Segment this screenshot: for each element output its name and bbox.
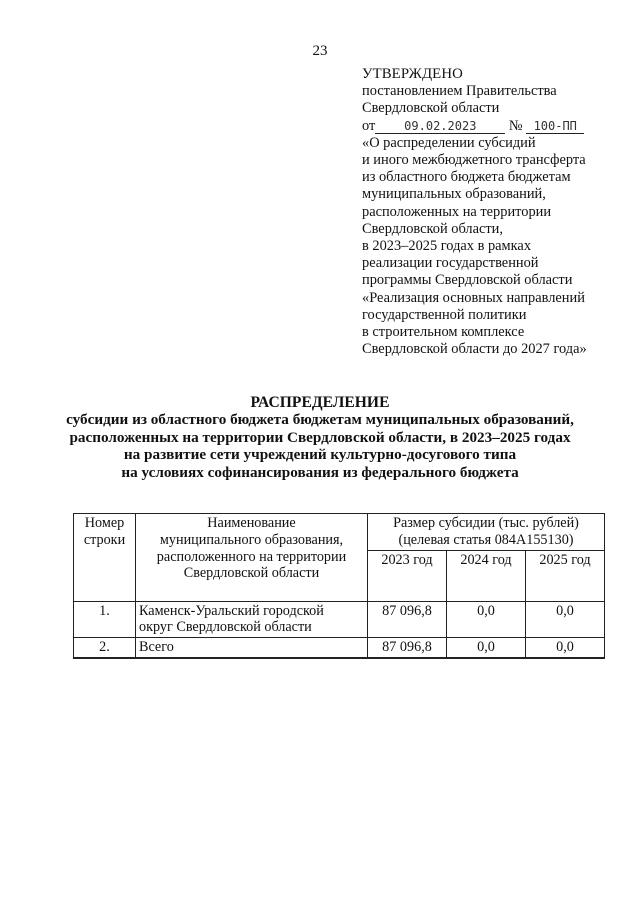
row-name: Всего xyxy=(136,638,368,658)
distribution-table xyxy=(73,513,605,659)
approval-title-line: в 2023–2025 годах в рамках xyxy=(362,238,532,255)
document-title-line: на условиях софинансирования из федерального бюджета xyxy=(121,463,519,481)
row-number: 1. xyxy=(74,601,136,638)
header-amount: Размер субсидии (тыс. рублей) (целевая статья 084А155130) xyxy=(368,514,605,551)
row-value: 0,0 xyxy=(526,638,605,658)
document-title xyxy=(0,394,640,481)
row-number: 2. xyxy=(74,638,136,658)
header-name: Наименование муниципального образования, расположенного на территории Свердловской области xyxy=(136,514,368,602)
document-heading: РАСПРЕДЕЛЕНИЕ xyxy=(250,394,390,411)
row-value: 87 096,8 xyxy=(368,601,447,638)
row-value: 0,0 xyxy=(447,601,526,638)
approval-title-line: реализации государственной xyxy=(362,255,539,272)
approval-line: постановлением Правительства xyxy=(362,83,557,100)
approval-title-line: из областного бюджета бюджетам xyxy=(362,169,571,186)
row-value: 0,0 xyxy=(526,601,605,638)
page-number: 23 xyxy=(312,43,328,59)
approval-heading: УТВЕРЖДЕНО xyxy=(362,66,463,82)
approval-line: Свердловской области xyxy=(362,100,500,117)
date-field: 09.02.2023 xyxy=(375,119,505,134)
number-sign: № xyxy=(508,117,523,134)
header-number: Номер строки xyxy=(74,514,136,602)
approval-block xyxy=(362,66,632,358)
approval-date-line xyxy=(362,118,632,135)
document-title-line: субсидии из областного бюджета бюджетам муниципальных образований, xyxy=(66,411,574,429)
approval-title-line: расположенных на территории xyxy=(362,203,552,220)
approval-title-line: и иного межбюджетного трансферта xyxy=(362,152,586,169)
document-title-line: расположенных на территории Свердловской области, в 2023–2025 годах xyxy=(69,428,571,446)
header-year: 2025 год xyxy=(526,550,605,601)
approval-title-line: «О распределении субсидий xyxy=(362,134,536,151)
approval-title-line: в строительном комплексе xyxy=(362,324,525,341)
approval-title-line: муниципальных образований, xyxy=(362,186,546,203)
row-name: Каменск-Уральский городской округ Свердловской области xyxy=(136,601,368,638)
document-title-line: на развитие сети учреждений культурно-досугового типа xyxy=(123,446,517,464)
approval-title-line: Свердловской области до 2027 года» xyxy=(362,341,587,358)
table-row xyxy=(74,638,605,658)
approval-title-line: государственной политики xyxy=(362,306,527,323)
approval-title-line: Свердловской области, xyxy=(362,220,503,237)
table-header-row xyxy=(74,514,605,551)
row-value: 87 096,8 xyxy=(368,638,447,658)
date-prefix: от xyxy=(362,117,376,134)
table-row xyxy=(74,601,605,638)
header-year: 2024 год xyxy=(447,550,526,601)
number-field: 100-ПП xyxy=(526,119,584,134)
row-value: 0,0 xyxy=(447,638,526,658)
header-year: 2023 год xyxy=(368,550,447,601)
approval-title-line: программы Свердловской области xyxy=(362,272,573,289)
approval-title-line: «Реализация основных направлений xyxy=(362,289,585,306)
